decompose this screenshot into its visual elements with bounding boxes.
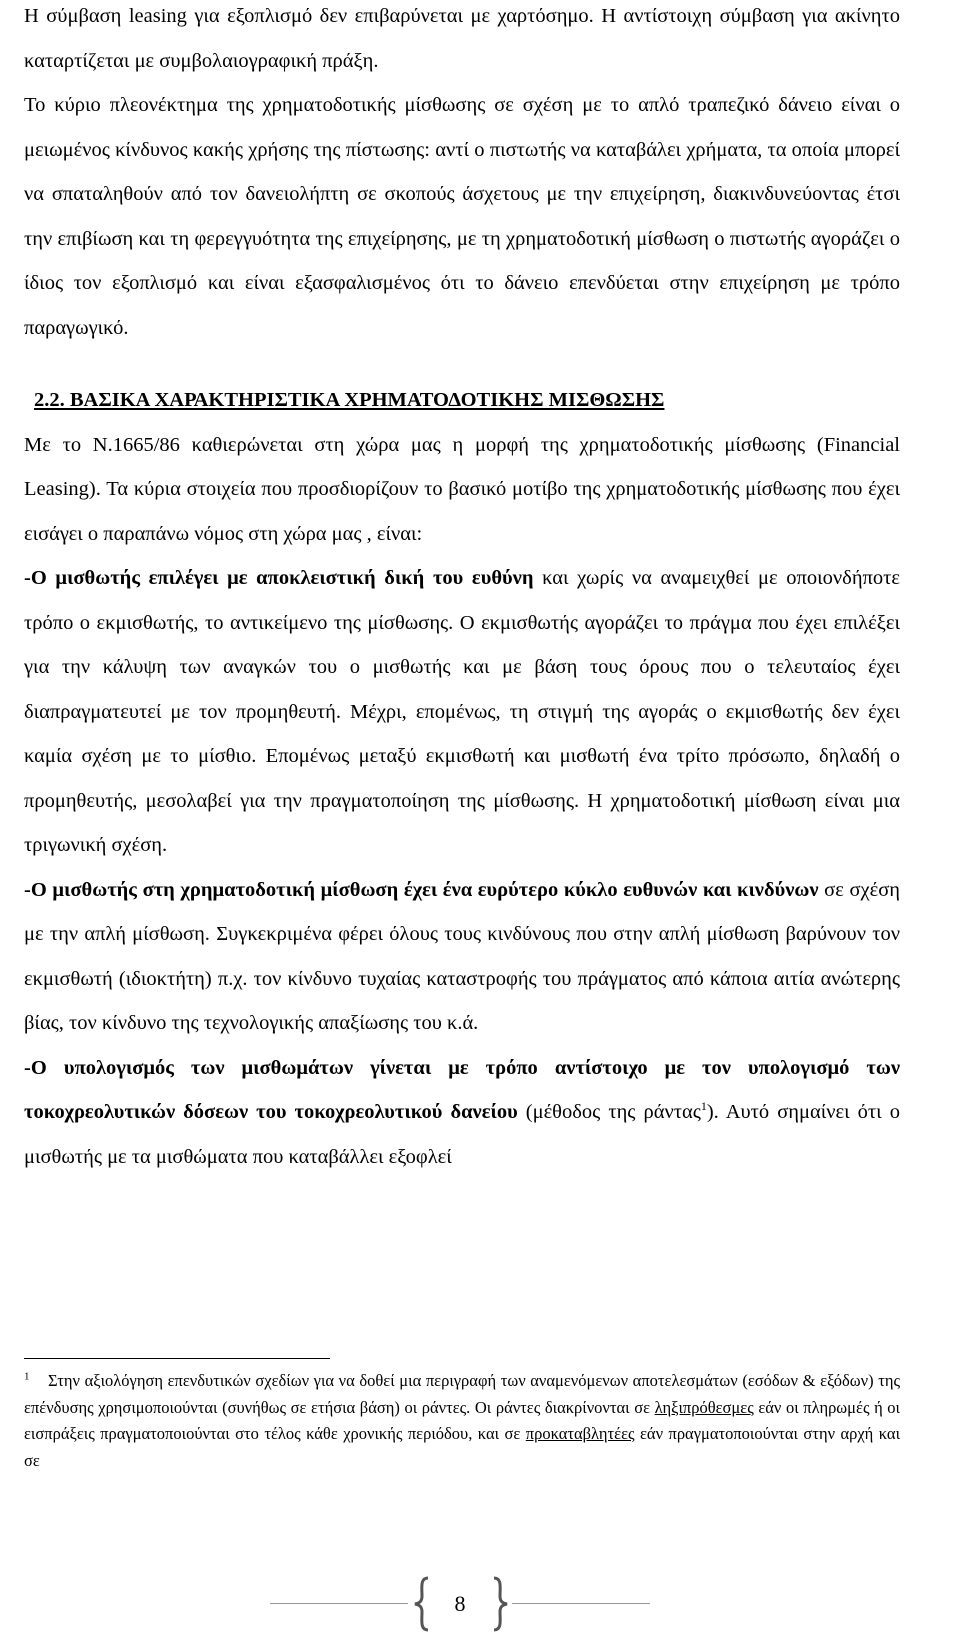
point-rent-calculation (24, 1046, 900, 1180)
footnote-separator (24, 1358, 330, 1359)
footnote-reference[interactable]: 1 (700, 1099, 707, 1114)
point-rent-calculation-text: ). Αυτό σημαίνει ότι ο μισθωτής με τα μισθώματα που καταβάλλει εξοφλεί (24, 1101, 900, 1168)
footnote-text-3: εάν πραγματοποιούνται στην αρχή και σε (24, 1424, 901, 1470)
point-lessee-selects (24, 556, 900, 868)
point-lessee-risks-bold: -Ο μισθωτής στη χρηματοδοτική μίσθωση έχει ένα ευρύτερο κύκλο ευθυνών και κινδύνων (24, 878, 819, 901)
document-page (24, 0, 900, 1179)
section-intro: Με το Ν.1665/86 καθιερώνεται στη χώρα μας η μορφή της χρηματοδοτικής μίσθωσης (Financial Leasing). Τα κύρια στοιχεία που προσδιορίζουν το βασικό μοτίβο της χρηματοδοτικής μίσθωσης που έχει εισάγει ο παραπάνω νόμος στη χώρα μας , είναι: (24, 433, 900, 545)
point-rent-calculation-bold: -Ο υπολογισμός των μισθωμάτων γίνεται με τρόπο αντίστοιχο με τον υπολογισμό των τοκοχρεολυτικών δόσεων του τοκοχρεολυτικού δανείου (24, 1056, 900, 1123)
footnote-term-overdue: ληξιπρόθεσμες (654, 1397, 754, 1417)
paragraph-leasing-stamp-duty: Η σύμβαση leasing για εξοπλισμό δεν επιβαρύνεται με χαρτόσημο. Η αντίστοιχη σύμβαση για ακίνητο καταρτίζεται με συμβολαιογραφική πράξη. (24, 5, 900, 72)
page-number: 8 (454, 1591, 466, 1616)
footnote-text-2: εάν οι πληρωμές ή οι εισπράξεις πραγματοποιούνται στο τέλος κάθε χρονικής περιόδου, και σε (24, 1397, 900, 1443)
footnote-marker: 1 (24, 1370, 30, 1383)
footnote-term-prepaid: προκαταβλητέες (525, 1424, 635, 1443)
right-brace-icon (490, 1576, 510, 1632)
spacer (24, 350, 900, 378)
footnote-text-1: Στην αξιολόγηση επενδυτικών σχεδίων για να δοθεί μια περιγραφή των αναμενόμενων αποτελεσμάτων (εσόδων & εξόδων) της επένδυσης χρησιμοποιούνται (συνήθως σε ετήσια βάση) οι ράντες. Οι ράντες διακρίνονται σε (24, 1371, 900, 1417)
point-lessee-risks (24, 868, 900, 1046)
footer-rule-right (512, 1603, 650, 1604)
footer-rule-left (270, 1603, 408, 1604)
point-lessee-selects-bold: -Ο μισθωτής επιλέγει με αποκλειστική δική του ευθύνη (24, 567, 534, 589)
footnote (24, 1368, 900, 1474)
point-lessee-risks-text: σε σχέση με την απλή μίσθωση. Συγκεκριμένα φέρει όλους τους κινδύνους που στην απλή μίσθωση βαρύνουν τον εκμισθωτή (ιδιοκτήτη) π.χ. τον κίνδυνο τυχαίας καταστροφής του πράγματος από κάποια αιτία ανώτερης βίας, τον κίνδυνο της τεχνολογικής απαξίωσης του κ.ά. (24, 878, 900, 1034)
point-rent-calculation-mid: (μέθοδος της ράντας (517, 1101, 701, 1123)
paragraph-main-advantage: Το κύριο πλεονέκτημα της χρηματοδοτικής μίσθωσης σε σχέση με το απλό τραπεζικό δάνειο είναι ο μειωμένος κίνδυνος κακής χρήσης της πίστωσης: αντί ο πιστωτής να καταβάλει χρήματα, τα οποία μπορεί να σπαταληθούν από τον δανειολήπτη σε σκοπούς άσχετους με την επιχείρηση, διακινδυνεύοντας έτσι την επιβίωση και τη φερεγγυότητα της επιχείρησης, με τη χρηματοδοτική μίσθωση ο πιστωτής αγοράζει ο ίδιος τον εξοπλισμό και είναι εξασφαλισμένος ότι το δάνειο επενδύεται στην επιχείρηση με τρόπο παραγωγικό. (24, 94, 900, 339)
point-lessee-selects-text: και χωρίς να αναμειχθεί με οποιονδήποτε τρόπο ο εκμισθωτής, το αντικείμενο της μίσθωσης. Ο εκμισθωτής αγοράζει το πράγμα που έχει επιλέξει για την κάλυψη των αναγκών του ο μισθωτής και με βάση τους όρους που ο τελευταίος έχει διαπραγματευτεί με τον προμηθευτή. Μέχρι, επομένως, τη στιγμή της αγοράς ο εκμισθωτής δεν έχει καμία σχέση με το μίσθιο. Επομένως μεταξύ εκμισθωτή και μισθωτή ένα τρίτο πρόσωπο, δηλαδή ο προμηθευτής, μεσολαβεί για την πραγματοποίηση της μίσθωσης. Η χρηματοδοτική μίσθωση είναι μια τριγωνική σχέση. (24, 567, 901, 856)
section-heading: 2.2. ΒΑΣΙΚΑ ΧΑΡΑΚΤΗΡΙΣΤΙΚΑ ΧΡΗΜΑΤΟΔΟΤΙΚΗΣ ΜΙΣΘΩΣΗΣ (34, 389, 665, 411)
